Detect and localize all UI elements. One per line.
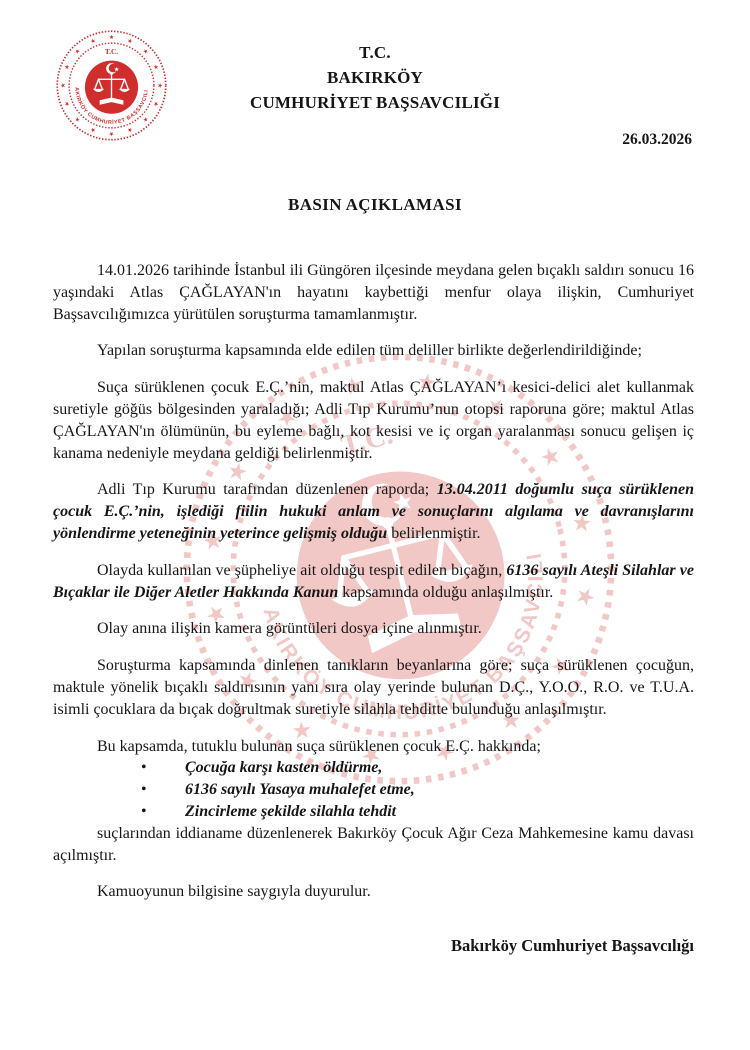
bullet-text: [185, 779, 415, 801]
body-text: 14.01.2026 tarihinde İstanbul ili Güngören ilçesinde meydana gelen bıçaklı saldırı sonucu 16 yaşındaki Atlas ÇAĞLAYAN'ın hayatını kaybettiği menfur olaya ilişkin, Cumhuriyet Başsavcılığımızca yürütülen soruşturma tamamlanmıştır.: [53, 262, 694, 323]
bakirkoy-prosecutor-emblem-logo: [55, 29, 168, 142]
letterhead-line-tc: T.C.: [359, 43, 391, 62]
page-title: BASIN AÇIKLAMASI: [287, 195, 463, 214]
body-text: Olayda kullanılan ve şüpheliye ait olduğu tespit edilen bıçağın,: [97, 561, 507, 579]
bullet-item: [53, 757, 694, 779]
emphasized-text: Çocuğa karşı kasten öldürme,: [185, 759, 383, 777]
body-text: Olay anına ilişkin kamera görüntüleri dosya içine alınmıştır.: [97, 620, 482, 638]
emphasized-text: 6136 sayılı Ateşli Silahlar ve Bıçaklar ile Diğer Aletler Hakkında Kanun: [53, 561, 694, 601]
paragraph: [53, 823, 694, 867]
document-body: [53, 260, 694, 866]
body-text: kapsamında olduğu anlaşılmıştır.: [338, 583, 554, 601]
letterhead-line-office: CUMHURİYET BAŞSAVCILIĞI: [249, 93, 501, 112]
body-text: Soruşturma kapsamında dinlenen tanıkların beyanlarına göre; suça sürüklenen çocuğun, maktule yönelik bıçaklı saldırısının yanı sıra olay yerinde bulunan D.Ç., Y.O.O., R.O. ve T.U.A. isimli çocuklara da bıçak doğrultmak suretiyle silahla tehditte bulunduğu anlaşılmıştır.: [53, 657, 694, 718]
letterhead-line-city: BAKIRKÖY: [326, 68, 424, 87]
paragraph: [53, 655, 694, 720]
body-text: Bu kapsamda, tutuklu bulunan suça sürüklenen çocuk E.Ç. hakkında;: [97, 737, 541, 755]
bullet-icon: •: [141, 781, 147, 799]
paragraph: [53, 618, 694, 640]
body-text: Adli Tıp Kurumu tarafından düzenlenen raporda;: [97, 481, 437, 499]
paragraph: [53, 260, 694, 325]
closing-line: Kamuoyunun bilgisine saygıyla duyurulur.: [97, 883, 371, 901]
bullet-text: [185, 757, 382, 779]
bullet-item: [53, 779, 694, 801]
emphasized-text: Zincirleme şekilde silahla tehdit: [185, 802, 397, 820]
paragraph: [53, 377, 694, 464]
emphasized-text: 6136 sayılı Yasaya muhalefet etme,: [185, 781, 415, 799]
body-text: Suça sürüklenen çocuk E.Ç.’nin, maktul Atlas ÇAĞLAYAN’ı kesici-delici alet kullanmak suretiyle göğüs bölgesinden yaraladığı; Adli Tıp Kurumu’nun otopsi raporuna göre; maktul Atlas ÇAĞLAYAN'ın ölümünün, bu eyleme bağlı, kot kesisi ve iç organ yaralanması sonucu gelişen iç kanama nedeniyle meydana geldiği belirlenmiştir.: [53, 379, 694, 462]
emphasized-text: 13.04.2011 doğumlu suça sürüklenen çocuk E.Ç.’nin, işlediği fiilin hukuki anlam ve sonuçlarını algılama ve davranışlarını yönlendirme yeteneğinin yeterince gelişmiş olduğu: [53, 481, 694, 542]
document-date: 26.03.2026: [622, 131, 692, 148]
bullet-icon: •: [141, 759, 147, 777]
bullet-icon: •: [141, 802, 147, 820]
paragraph: [53, 736, 694, 758]
paragraph: [53, 340, 694, 362]
body-text: suçlarından iddianame düzenlenerek Bakırköy Çocuk Ağır Ceza Mahkemesine kamu davası açılmıştır.: [53, 824, 694, 864]
signature-office: Bakırköy Cumhuriyet Başsavcılığı: [451, 936, 694, 956]
paragraph: [53, 560, 694, 604]
paragraph: [53, 479, 694, 544]
bullet-text: [185, 801, 396, 823]
body-text: Yapılan soruşturma kapsamında elde edilen tüm deliller birlikte değerlendirildiğinde;: [97, 342, 642, 360]
bullet-item: [53, 801, 694, 823]
body-text: belirlenmiştir.: [387, 524, 481, 542]
document-content: [53, 260, 694, 957]
